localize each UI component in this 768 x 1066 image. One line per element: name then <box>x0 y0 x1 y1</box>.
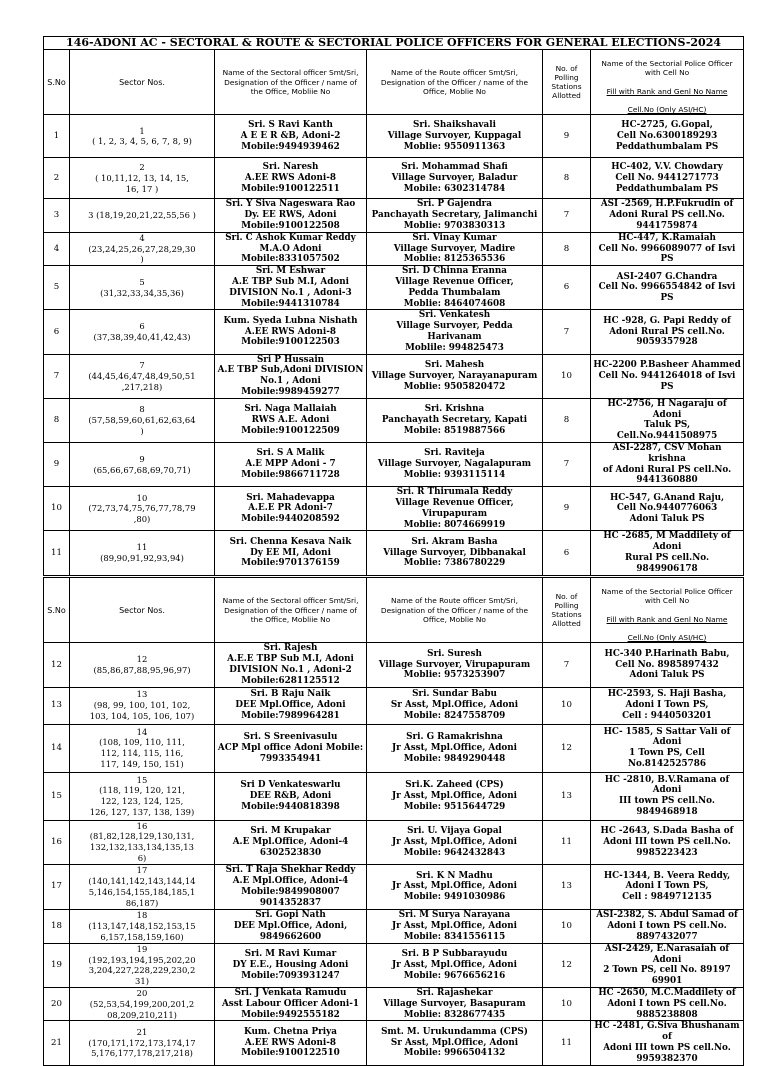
table-row <box>44 487 744 531</box>
row-sectoral-officer: Sri. Gopi Nath DEE Mpl.Office, Adoni, 9849662600 <box>215 909 367 943</box>
header-police-line-3: Cell.No (Only ASI/HC) <box>627 105 707 115</box>
row-sectoral-officer: Sri. Rajesh A.E.E TBP Sub M.I, Adoni DIVISION No.1 , Adoni-2 Mobile:6281125512 <box>215 643 367 687</box>
row-sno: 6 <box>44 310 70 354</box>
row-sector-nos: 17 (140,141,142,143,144,14 5,146,154,155,184,185,1 86,187) <box>70 864 215 909</box>
table-row <box>44 398 744 442</box>
table-row <box>44 643 744 687</box>
row-sector-nos: 1 ( 1, 2, 3, 4, 5, 6, 7, 8, 9) <box>70 115 215 158</box>
row-sector-nos: 3 (18,19,20,21,22,55,56 ) <box>70 199 215 232</box>
row-sectoral-officer: Sri. B Raju Naik DEE Mpl.Office, Adoni Mobile:7989964281 <box>215 687 367 724</box>
row-sectoral-officer: Sri. M Eshwar A.E TBP Sub M.I, Adoni DIVISION No.1 , Adoni-3 Mobile:9441310784 <box>215 266 367 310</box>
table-row <box>44 199 744 232</box>
table-row <box>44 442 744 486</box>
row-police-officer: HC-340 P.Harinath Babu, Cell No. 8985897432 Adoni Taluk PS <box>591 643 744 687</box>
row-sno: 1 <box>44 115 70 158</box>
row-sno: 5 <box>44 266 70 310</box>
row-route-officer: Sri. M Surya Narayana Jr Asst, Mpl.Office, Adoni Mobile: 8341556115 <box>367 909 543 943</box>
row-police-officer: HC -2810, B.V.Ramana of Adoni III town PS cell.No. 9849468918 <box>591 772 744 820</box>
row-police-officer: HC-447, K.Ramaiah Cell No. 9966089077 of Isvi PS <box>591 232 744 265</box>
table-row <box>44 820 744 864</box>
row-polling-stations: 6 <box>543 266 591 310</box>
row-sectoral-officer: Sri. C Ashok Kumar Reddy M.A.O Adoni Mobile:8331057502 <box>215 232 367 265</box>
row-route-officer: Sri. R Thirumala Reddy Village Revenue Officer, Virupapuram Moblie: 8074669919 <box>367 487 543 531</box>
row-sector-nos: 13 (98, 99, 100, 101, 102, 103, 104, 105, 106, 107) <box>70 687 215 724</box>
header-police-line-2: Fill with Rank and Genl No Name <box>606 86 728 96</box>
row-sno: 16 <box>44 820 70 864</box>
row-route-officer: Sri. U. Vijaya Gopal Jr Asst, Mpl.Office, Adoni Mobile: 9642432843 <box>367 820 543 864</box>
row-police-officer: HC-2593, S. Haji Basha, Adoni I Town PS, Cell : 9440503201 <box>591 687 744 724</box>
row-sno: 9 <box>44 442 70 486</box>
row-police-officer: HC -2685, M Maddilety of Adoni Rural PS cell.No. 9849906178 <box>591 531 744 575</box>
row-sno: 7 <box>44 354 70 398</box>
row-route-officer: Sri. Vinay Kumar Village Survoyer, Madire Moblie: 8125365536 <box>367 232 543 265</box>
row-sno: 10 <box>44 487 70 531</box>
table-row <box>44 864 744 909</box>
row-sector-nos: 2 ( 10,11,12, 13, 14, 15, 16, 17 ) <box>70 158 215 199</box>
row-route-officer: Sri. Mohammad Shafi Village Survoyer, Baladur Mobile: 6302314784 <box>367 158 543 199</box>
row-sno: 14 <box>44 724 70 772</box>
row-polling-stations: 7 <box>543 442 591 486</box>
row-polling-stations: 7 <box>543 310 591 354</box>
officers-table-1 <box>43 36 744 576</box>
row-route-officer: Sri. Sundar Babu Sr Asst, Mpl.Office, Adoni Mobile: 8247558709 <box>367 687 543 724</box>
table-row <box>44 1021 744 1065</box>
row-polling-stations: 7 <box>543 199 591 232</box>
row-police-officer: HC-2725, G.Gopal, Cell No.6300189293 Peddathumbalam PS <box>591 115 744 158</box>
row-police-officer: HC-2756, H Nagaraju of Adoni Taluk PS, Cell.No.9441508975 <box>591 398 744 442</box>
row-route-officer: Sri. Venkatesh Village Survoyer, Pedda Harivanam Moblile: 994825473 <box>367 310 543 354</box>
row-sno: 3 <box>44 199 70 232</box>
row-police-officer: ASI-2429, E.Narasaiah of Adoni 2 Town PS, cell No. 89197 69901 <box>591 943 744 987</box>
row-sectoral-officer: Sri. M Ravi Kumar DY E.E., Housing Adoni Mobile:7093931247 <box>215 943 367 987</box>
table-row <box>44 987 744 1020</box>
row-polling-stations: 11 <box>543 1021 591 1065</box>
row-sectoral-officer: Sri. Naga Mallaiah RWS A.E. Adoni Mobile:9100122509 <box>215 398 367 442</box>
header-polling-stations: No. of Polling Stations Allotted <box>543 50 591 115</box>
row-route-officer: Smt. M. Urukundamma (CPS) Sr Asst, Mpl.Office, Adoni Mobile: 9966504132 <box>367 1021 543 1065</box>
row-police-officer: HC- 1585, S Sattar Vali of Adoni 1 Town PS, Cell No.8142525786 <box>591 724 744 772</box>
row-sectoral-officer: Kum. Syeda Lubna Nishath A.EE RWS Adoni-8 Mobile:9100122503 <box>215 310 367 354</box>
row-police-officer: HC-2200 P.Basheer Ahammed Cell No. 9441264018 of Isvi PS <box>591 354 744 398</box>
row-sectoral-officer: Sri. Chenna Kesava Naik Dy EE MI, Adoni Mobile:9701376159 <box>215 531 367 575</box>
row-sectoral-officer: Sri. S Sreenivasulu ACP Mpl office Adoni Mobile: 7993354941 <box>215 724 367 772</box>
row-sector-nos: 16 (81,82,128,129,130,131, 132,132,133,134,135,13 6) <box>70 820 215 864</box>
row-polling-stations: 10 <box>543 987 591 1020</box>
row-sector-nos: 9 (65,66,67,68,69,70,71) <box>70 442 215 486</box>
row-sno: 11 <box>44 531 70 575</box>
row-route-officer: Sri. D Chinna Eranna Village Revenue Officer, Pedda Thumbalam Moblie: 8464074608 <box>367 266 543 310</box>
row-sector-nos: 19 (192,193,194,195,202,20 3,204,227,228,229,230,2 31) <box>70 943 215 987</box>
row-polling-stations: 11 <box>543 820 591 864</box>
header-route-officer: Name of the Route officer Smt/Sri, Designation of the Officer / name of the Office, Moblie No <box>367 578 543 643</box>
header-sno: S.No <box>44 578 70 643</box>
header-sectoral-officer: Name of the Sectoral officer Smt/Sri, Designation of the Officer / name of the Office, Mobliie No <box>215 50 367 115</box>
row-sector-nos: 10 (72,73,74,75,76,77,78,79 ,80) <box>70 487 215 531</box>
row-polling-stations: 12 <box>543 943 591 987</box>
row-polling-stations: 8 <box>543 158 591 199</box>
header-sector: Sector Nos. <box>70 578 215 643</box>
table-row <box>44 909 744 943</box>
table-row <box>44 687 744 724</box>
header-sectoral-officer: Name of the Sectoral officer Smt/Sri, Designation of the Officer / name of the Office, Mobliie No <box>215 578 367 643</box>
row-sector-nos: 8 (57,58,59,60,61,62,63,64 ) <box>70 398 215 442</box>
header-police-line-3: Cell.No (Only ASI/HC) <box>627 633 707 643</box>
row-sectoral-officer: Sri. Mahadevappa A.E.E PR Adoni-7 Mobile:9440208592 <box>215 487 367 531</box>
row-police-officer: HC -928, G. Papi Reddy of Adoni Rural PS cell.No. 9059357928 <box>591 310 744 354</box>
row-police-officer: ASI-2407 G.Chandra Cell No. 9966554842 of Isvi PS <box>591 266 744 310</box>
table-row <box>44 943 744 987</box>
row-sno: 18 <box>44 909 70 943</box>
row-sectoral-officer: Sri. J Venkata Ramudu Asst Labour Officer Adoni-1 Mobile:9492555182 <box>215 987 367 1020</box>
row-sector-nos: 21 (170,171,172,173,174,17 5,176,177,178,217,218) <box>70 1021 215 1065</box>
row-route-officer: Sri. Raviteja Village Survoyer, Nagalapuram Moblie: 9393115114 <box>367 442 543 486</box>
row-route-officer: Sri. K N Madhu Jr Asst, Mpl.Office, Adoni Mobile: 9491030986 <box>367 864 543 909</box>
row-sno: 8 <box>44 398 70 442</box>
row-sectoral-officer: Sri. T Raja Shekhar Reddy A.E Mpl.Office, Adoni-4 Mobile:9849908007 9014352837 <box>215 864 367 909</box>
table-row <box>44 266 744 310</box>
header-sno: S.No <box>44 50 70 115</box>
row-route-officer: Sri. G Ramakrishna Jr Asst, Mpl.Office, Adoni Mobile: 9849290448 <box>367 724 543 772</box>
table-row <box>44 724 744 772</box>
header-route-officer: Name of the Route officer Smt/Sri, Designation of the Officer / name of the Office, Moblie No <box>367 50 543 115</box>
table-row <box>44 310 744 354</box>
row-sno: 12 <box>44 643 70 687</box>
table-row <box>44 232 744 265</box>
row-polling-stations: 8 <box>543 398 591 442</box>
table-header <box>44 578 744 643</box>
table-body-1 <box>44 115 744 575</box>
row-polling-stations: 10 <box>543 687 591 724</box>
table-title: 146-ADONI AC - SECTORAL & ROUTE & SECTORIAL POLICE OFFICERS FOR GENERAL ELECTIONS-2024 <box>44 37 744 50</box>
row-sno: 4 <box>44 232 70 265</box>
table-row <box>44 158 744 199</box>
row-police-officer: HC -2643, S.Dada Basha of Adoni III town PS cell.No. 9985223423 <box>591 820 744 864</box>
table-body-2 <box>44 643 744 1065</box>
header-sector: Sector Nos. <box>70 50 215 115</box>
row-route-officer: Sri. Shaikshavali Village Survoyer, Kuppagal Moblie: 9550911363 <box>367 115 543 158</box>
row-polling-stations: 10 <box>543 909 591 943</box>
row-route-officer: Sri. B P Subbarayudu Jr Asst, Mpl.Office, Adoni Mobile: 9676656216 <box>367 943 543 987</box>
row-sectoral-officer: Sri. Naresh A.EE RWS Adoni-8 Mobile:9100122511 <box>215 158 367 199</box>
row-route-officer: Sri. P Gajendra Panchayath Secretary, Jalimanchi Moblie: 9703830313 <box>367 199 543 232</box>
row-polling-stations: 10 <box>543 354 591 398</box>
row-sector-nos: 14 (108, 109, 110, 111, 112, 114, 115, 116, 117, 149, 150, 151) <box>70 724 215 772</box>
row-police-officer: ASI-2287, CSV Mohan krishna of Adoni Rural PS cell.No. 9441360880 <box>591 442 744 486</box>
row-sector-nos: 7 (44,45,46,47,48,49,50,51 ,217,218) <box>70 354 215 398</box>
row-polling-stations: 12 <box>543 724 591 772</box>
row-sector-nos: 4 (23,24,25,26,27,28,29,30 ) <box>70 232 215 265</box>
row-sno: 21 <box>44 1021 70 1065</box>
table-row <box>44 115 744 158</box>
row-sectoral-officer: Sri. M Krupakar A.E Mpl.Office, Adoni-4 6302523830 <box>215 820 367 864</box>
row-police-officer: HC -2650, M.C.Maddilety of Adoni I town PS cell.No. 9885238808 <box>591 987 744 1020</box>
header-police-officer <box>591 50 744 115</box>
row-sector-nos: 12 (85,86,87,88,95,96,97) <box>70 643 215 687</box>
row-sno: 19 <box>44 943 70 987</box>
row-sno: 20 <box>44 987 70 1020</box>
row-polling-stations: 9 <box>543 115 591 158</box>
row-route-officer: Sri. Krishna Panchayath Secretary, Kapati Mobile: 8519887566 <box>367 398 543 442</box>
row-police-officer: HC-547, G.Anand Raju, Cell No.9440776063 Adoni Taluk PS <box>591 487 744 531</box>
row-polling-stations: 13 <box>543 864 591 909</box>
row-sectoral-officer: Sri. S A Malik A.E MPP Adoni - 7 Mobile:9866711728 <box>215 442 367 486</box>
row-route-officer: Sri. Suresh Village Survoyer, Virupapuram Moblie: 9573253907 <box>367 643 543 687</box>
row-police-officer: ASI -2569, H.P.Fukrudin of Adoni Rural PS cell.No. 9441759874 <box>591 199 744 232</box>
table-row <box>44 772 744 820</box>
row-sector-nos: 11 (89,90,91,92,93,94) <box>70 531 215 575</box>
row-sectoral-officer: Sri P Hussain A.E TBP Sub,Adoni DIVISION No.1 , Adoni Mobile:9989459277 <box>215 354 367 398</box>
row-sectoral-officer: Kum. Chetna Priya A.EE RWS Adoni-8 Mobile:9100122510 <box>215 1021 367 1065</box>
table-header <box>44 50 744 115</box>
row-polling-stations: 7 <box>543 643 591 687</box>
table-row <box>44 531 744 575</box>
table-row <box>44 354 744 398</box>
row-sectoral-officer: Sri. Y Siva Nageswara Rao Dy. EE RWS, Adoni Mobile:9100122508 <box>215 199 367 232</box>
row-sector-nos: 6 (37,38,39,40,41,42,43) <box>70 310 215 354</box>
officers-table-2 <box>43 577 744 1066</box>
row-sectoral-officer: Sri D Venkateswarlu DEE R&B, Adoni Mobile:9440818398 <box>215 772 367 820</box>
row-sector-nos: 15 (118, 119, 120, 121, 122, 123, 124, 125, 126, 127, 137, 138, 139) <box>70 772 215 820</box>
row-route-officer: Sri. Akram Basha Village Survoyer, Dibbanakal Moblie: 7386780229 <box>367 531 543 575</box>
row-police-officer: HC -2481, G.Siva Bhushanam of Adoni III town PS cell.No. 9959382370 <box>591 1021 744 1065</box>
row-sectoral-officer: Sri. S Ravi Kanth A E E R &B, Adoni-2 Mobile:9494939462 <box>215 115 367 158</box>
header-police-line-2: Fill with Rank and Genl No Name <box>606 614 728 624</box>
row-polling-stations: 8 <box>543 232 591 265</box>
row-police-officer: HC-1344, B. Veera Reddy, Adoni I Town PS, Cell : 9849712135 <box>591 864 744 909</box>
header-polling-stations: No. of Polling Stations Allotted <box>543 578 591 643</box>
row-sector-nos: 20 (52,53,54,199,200,201,2 08,209,210,211) <box>70 987 215 1020</box>
row-route-officer: Sri. Mahesh Village Survoyer, Narayanapuram Moblie: 9505820472 <box>367 354 543 398</box>
row-sno: 17 <box>44 864 70 909</box>
row-polling-stations: 13 <box>543 772 591 820</box>
header-police-line-1: Name of the Sectorial Police Officer with Cell No <box>601 59 733 78</box>
header-police-officer <box>591 578 744 643</box>
header-police-line-1: Name of the Sectorial Police Officer with Cell No <box>601 587 733 606</box>
row-route-officer: Sri.K. Zaheed (CPS) Jr Asst, Mpl.Office, Adoni Mobile: 9515644729 <box>367 772 543 820</box>
row-sno: 2 <box>44 158 70 199</box>
row-sno: 13 <box>44 687 70 724</box>
row-sector-nos: 5 (31,32,33,34,35,36) <box>70 266 215 310</box>
row-route-officer: Sri. Rajashekar Village Survoyer, Basapuram Moblie: 8328677435 <box>367 987 543 1020</box>
row-polling-stations: 9 <box>543 487 591 531</box>
row-sector-nos: 18 (113,147,148,152,153,15 6,157,158,159,160) <box>70 909 215 943</box>
row-police-officer: HC-402, V.V. Chowdary Cell No. 9441271773 Peddathumbalam PS <box>591 158 744 199</box>
row-polling-stations: 6 <box>543 531 591 575</box>
row-sno: 15 <box>44 772 70 820</box>
row-police-officer: ASI-2382, S. Abdul Samad of Adoni I town PS cell.No. 8897432077 <box>591 909 744 943</box>
